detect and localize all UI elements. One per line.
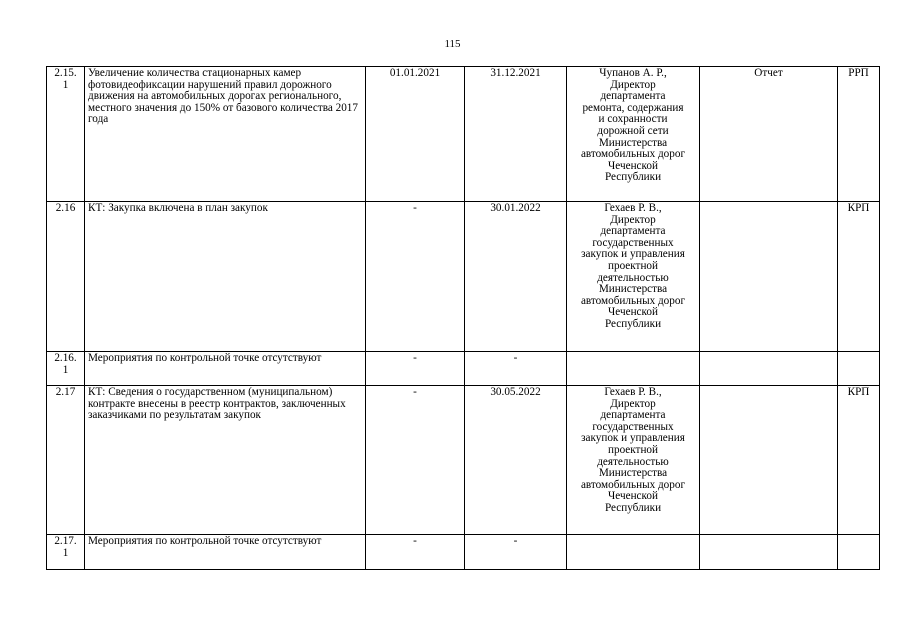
control-level: КРП [838, 202, 880, 352]
start-date: - [366, 535, 465, 570]
end-date: - [465, 535, 567, 570]
table-row [47, 67, 880, 202]
row-number: 2.15. 1 [47, 67, 85, 202]
result-type [700, 352, 838, 386]
end-date: 30.01.2022 [465, 202, 567, 352]
start-date: - [366, 202, 465, 352]
responsible-person: Чупанов А. Р., Директор департамента ремонта, содержания и сохранности дорожной сети Министерства автомобильных дорог Чеченской Республики [567, 67, 700, 202]
end-date: 30.05.2022 [465, 386, 567, 535]
result-type [700, 535, 838, 570]
page-number: 115 [444, 38, 461, 50]
control-level [838, 352, 880, 386]
result-type: Отчет [700, 67, 838, 202]
plan-table [46, 66, 880, 570]
row-number: 2.17 [47, 386, 85, 535]
end-date: - [465, 352, 567, 386]
start-date: - [366, 386, 465, 535]
result-type [700, 202, 838, 352]
control-level: КРП [838, 386, 880, 535]
control-level: РРП [838, 67, 880, 202]
row-number: 2.16. 1 [47, 352, 85, 386]
responsible-person: Гехаев Р. В., Директор департамента государственных закупок и управления проектной деятельностью Министерства автомобильных дорог Чеченской Республики [567, 202, 700, 352]
item-name: Мероприятия по контрольной точке отсутствуют [85, 535, 366, 570]
responsible-person: Гехаев Р. В., Директор департамента государственных закупок и управления проектной деятельностью Министерства автомобильных дорог Чеченской Республики [567, 386, 700, 535]
result-type [700, 386, 838, 535]
table-row [47, 202, 880, 352]
table-row [47, 535, 880, 570]
row-number: 2.16 [47, 202, 85, 352]
start-date: - [366, 352, 465, 386]
responsible-person [567, 535, 700, 570]
item-name: КТ: Сведения о государственном (муниципальном) контракте внесены в реестр контрактов, заключенных заказчиками по результатам закупок [85, 386, 366, 535]
control-level [838, 535, 880, 570]
responsible-person [567, 352, 700, 386]
item-name: Увеличение количества стационарных камер фотовидеофиксации нарушений правил дорожного движения на автомобильных дорогах регионального, местного значения до 150% от базового количества 2017 года [85, 67, 366, 202]
item-name: Мероприятия по контрольной точке отсутствуют [85, 352, 366, 386]
end-date: 31.12.2021 [465, 67, 567, 202]
table-row [47, 386, 880, 535]
table-row [47, 352, 880, 386]
start-date: 01.01.2021 [366, 67, 465, 202]
row-number: 2.17. 1 [47, 535, 85, 570]
item-name: КТ: Закупка включена в план закупок [85, 202, 366, 352]
